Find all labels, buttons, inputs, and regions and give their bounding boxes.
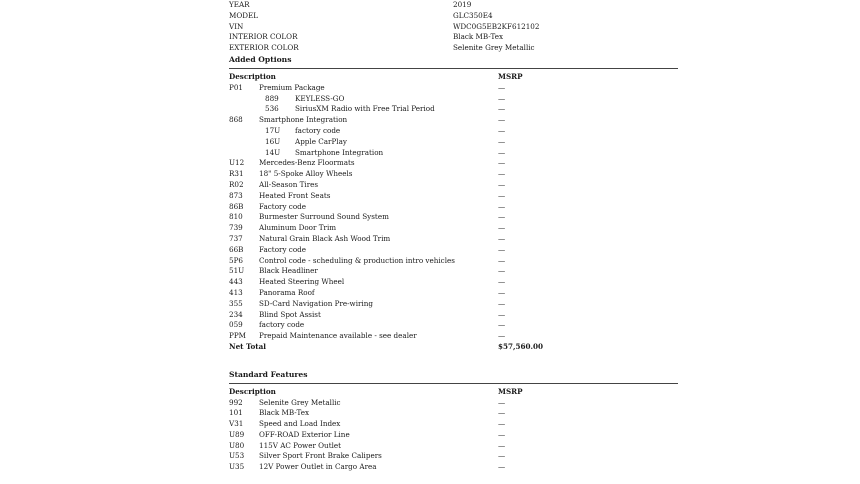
option-msrp: — xyxy=(498,233,506,243)
option-row xyxy=(229,288,679,299)
added-options-list xyxy=(229,83,679,342)
option-msrp: — xyxy=(498,244,506,254)
feature-description: OFF-ROAD Exterior Line xyxy=(259,429,350,439)
option-description: factory code xyxy=(295,125,341,135)
feature-description: 115V AC Power Outlet xyxy=(259,440,342,450)
feature-row xyxy=(229,419,679,430)
option-description: Heated Steering Wheel xyxy=(259,277,345,287)
option-msrp: — xyxy=(498,82,506,92)
option-description: Heated Front Seats xyxy=(259,190,331,200)
feature-code: U53 xyxy=(229,451,245,461)
vehicle-info-label: MODEL xyxy=(229,10,259,20)
option-msrp: — xyxy=(498,147,506,157)
option-row xyxy=(229,320,679,331)
option-code: 443 xyxy=(229,277,243,287)
added-options-header-row xyxy=(229,72,679,83)
feature-code: U80 xyxy=(229,440,245,450)
option-description: Mercedes-Benz Floormats xyxy=(259,158,355,168)
option-row xyxy=(229,212,679,223)
feature-msrp: — xyxy=(498,451,506,461)
option-msrp: — xyxy=(498,309,506,319)
feature-row xyxy=(229,441,679,452)
feature-code: U35 xyxy=(229,462,245,472)
feature-description: 12V Power Outlet in Cargo Area xyxy=(259,462,377,472)
net-total-value: $57,560.00 xyxy=(498,341,544,351)
feature-code: V31 xyxy=(229,419,244,429)
option-code: 86B xyxy=(229,201,244,211)
feature-code: 101 xyxy=(229,408,243,418)
option-description: Factory code xyxy=(259,201,307,211)
option-row xyxy=(229,115,679,126)
option-code: 14U xyxy=(265,147,281,157)
option-msrp: — xyxy=(498,158,506,168)
option-msrp: — xyxy=(498,104,506,114)
option-sub-row xyxy=(229,148,679,159)
feature-row xyxy=(229,398,679,409)
feature-row xyxy=(229,462,679,473)
feature-msrp: — xyxy=(498,419,506,429)
option-row xyxy=(229,223,679,234)
option-msrp: — xyxy=(498,136,506,146)
option-code: 739 xyxy=(229,223,243,233)
vehicle-info-row xyxy=(229,22,679,33)
vehicle-info-value: 2019 xyxy=(453,0,472,9)
feature-description: Silver Sport Front Brake Calipers xyxy=(259,451,382,461)
option-row xyxy=(229,158,679,169)
option-description: 18" 5-Spoke Alloy Wheels xyxy=(259,169,353,179)
option-code: 810 xyxy=(229,212,243,222)
option-code: 16U xyxy=(265,136,281,146)
option-row xyxy=(229,256,679,267)
option-row xyxy=(229,299,679,310)
option-msrp: — xyxy=(498,320,506,330)
option-msrp: — xyxy=(498,125,506,135)
option-code: 737 xyxy=(229,233,243,243)
option-msrp: — xyxy=(498,331,506,341)
standard-features-divider xyxy=(229,383,678,384)
standard-features-header-row xyxy=(229,387,679,398)
option-description: Factory code xyxy=(259,244,307,254)
window-sticker-document xyxy=(229,0,679,473)
option-code: U12 xyxy=(229,158,245,168)
vehicle-info-label: YEAR xyxy=(229,0,250,9)
option-code: 234 xyxy=(229,309,243,319)
option-description: All-Season Tires xyxy=(259,179,319,189)
option-msrp: — xyxy=(498,190,506,200)
option-msrp: — xyxy=(498,212,506,222)
vehicle-info-label: INTERIOR COLOR xyxy=(229,32,298,42)
option-description: Smartphone Integration xyxy=(295,147,384,157)
feature-row xyxy=(229,451,679,462)
option-msrp: — xyxy=(498,287,506,297)
option-code: R31 xyxy=(229,169,244,179)
feature-msrp: — xyxy=(498,397,506,407)
option-row xyxy=(229,83,679,94)
feature-msrp: — xyxy=(498,429,506,439)
vehicle-info-label: VIN xyxy=(229,21,244,31)
option-code: R02 xyxy=(229,179,244,189)
option-code: 868 xyxy=(229,115,243,125)
feature-msrp: — xyxy=(498,408,506,418)
option-row xyxy=(229,266,679,277)
option-row xyxy=(229,277,679,288)
feature-row xyxy=(229,430,679,441)
option-row xyxy=(229,234,679,245)
option-code: 413 xyxy=(229,287,243,297)
vehicle-info-row xyxy=(229,32,679,43)
option-msrp: — xyxy=(498,223,506,233)
feature-code: U89 xyxy=(229,429,245,439)
option-description: Natural Grain Black Ash Wood Trim xyxy=(259,233,391,243)
description-column-header: Description xyxy=(229,71,276,81)
option-description: Aluminum Door Trim xyxy=(259,223,337,233)
vehicle-info-value: GLC350E4 xyxy=(453,10,493,20)
option-description: Black Headliner xyxy=(259,266,318,276)
option-row xyxy=(229,331,679,342)
option-row xyxy=(229,169,679,180)
feature-msrp: — xyxy=(498,462,506,472)
option-msrp: — xyxy=(498,179,506,189)
option-code: 889 xyxy=(265,93,279,103)
option-code: 536 xyxy=(265,104,279,114)
option-sub-row xyxy=(229,137,679,148)
option-description: SiriusXM Radio with Free Trial Period xyxy=(295,104,435,114)
standard-features-list xyxy=(229,398,679,474)
option-row xyxy=(229,191,679,202)
feature-code: 992 xyxy=(229,397,243,407)
feature-description: Speed and Load Index xyxy=(259,419,341,429)
option-code: 51U xyxy=(229,266,245,276)
vehicle-info-row xyxy=(229,43,679,54)
option-sub-row xyxy=(229,104,679,115)
option-description: SD-Card Navigation Pre-wiring xyxy=(259,298,373,308)
vehicle-info-row xyxy=(229,0,679,11)
feature-msrp: — xyxy=(498,440,506,450)
option-msrp: — xyxy=(498,93,506,103)
vehicle-info-value: Black MB-Tex xyxy=(453,32,504,42)
option-code: PPM xyxy=(229,331,247,341)
net-total-row xyxy=(229,342,679,353)
vehicle-info-block xyxy=(229,0,679,54)
vehicle-info-row xyxy=(229,11,679,22)
option-msrp: — xyxy=(498,255,506,265)
vehicle-info-value: WDC0G5EB2KF612102 xyxy=(453,21,540,31)
description-column-header: Description xyxy=(229,386,276,396)
option-row xyxy=(229,202,679,213)
vehicle-info-label: EXTERIOR COLOR xyxy=(229,43,299,53)
net-total-label: Net Total xyxy=(229,341,266,351)
option-code: 355 xyxy=(229,298,243,308)
added-options-title: Added Options xyxy=(229,54,292,64)
option-code: 873 xyxy=(229,190,243,200)
option-msrp: — xyxy=(498,115,506,125)
option-msrp: — xyxy=(498,169,506,179)
option-code: 17U xyxy=(265,125,281,135)
vehicle-info-value: Selenite Grey Metallic xyxy=(453,43,535,53)
option-msrp: — xyxy=(498,277,506,287)
option-code: P01 xyxy=(229,82,243,92)
option-description: Smartphone Integration xyxy=(259,115,348,125)
option-msrp: — xyxy=(498,298,506,308)
added-options-divider xyxy=(229,68,678,69)
option-description: Apple CarPlay xyxy=(295,136,347,146)
feature-row xyxy=(229,408,679,419)
feature-description: Black MB-Tex xyxy=(259,408,310,418)
option-code: 059 xyxy=(229,320,243,330)
option-msrp: — xyxy=(498,266,506,276)
option-sub-row xyxy=(229,94,679,105)
feature-description: Selenite Grey Metallic xyxy=(259,397,341,407)
option-code: 66B xyxy=(229,244,244,254)
option-description: Panorama Roof xyxy=(259,287,315,297)
option-row xyxy=(229,310,679,321)
option-description: factory code xyxy=(259,320,305,330)
msrp-column-header: MSRP xyxy=(498,71,523,81)
option-description: Prepaid Maintenance available - see dealer xyxy=(259,331,417,341)
option-description: Blind Spot Assist xyxy=(259,309,321,319)
option-description: Control code - scheduling & production intro vehicles xyxy=(259,255,455,265)
standard-features-title: Standard Features xyxy=(229,369,308,379)
option-row xyxy=(229,245,679,256)
option-code: 5P6 xyxy=(229,255,243,265)
option-description: Burmester Surround Sound System xyxy=(259,212,389,222)
msrp-column-header: MSRP xyxy=(498,386,523,396)
option-sub-row xyxy=(229,126,679,137)
option-row xyxy=(229,180,679,191)
option-description: Premium Package xyxy=(259,82,325,92)
option-msrp: — xyxy=(498,201,506,211)
option-description: KEYLESS-GO xyxy=(295,93,345,103)
